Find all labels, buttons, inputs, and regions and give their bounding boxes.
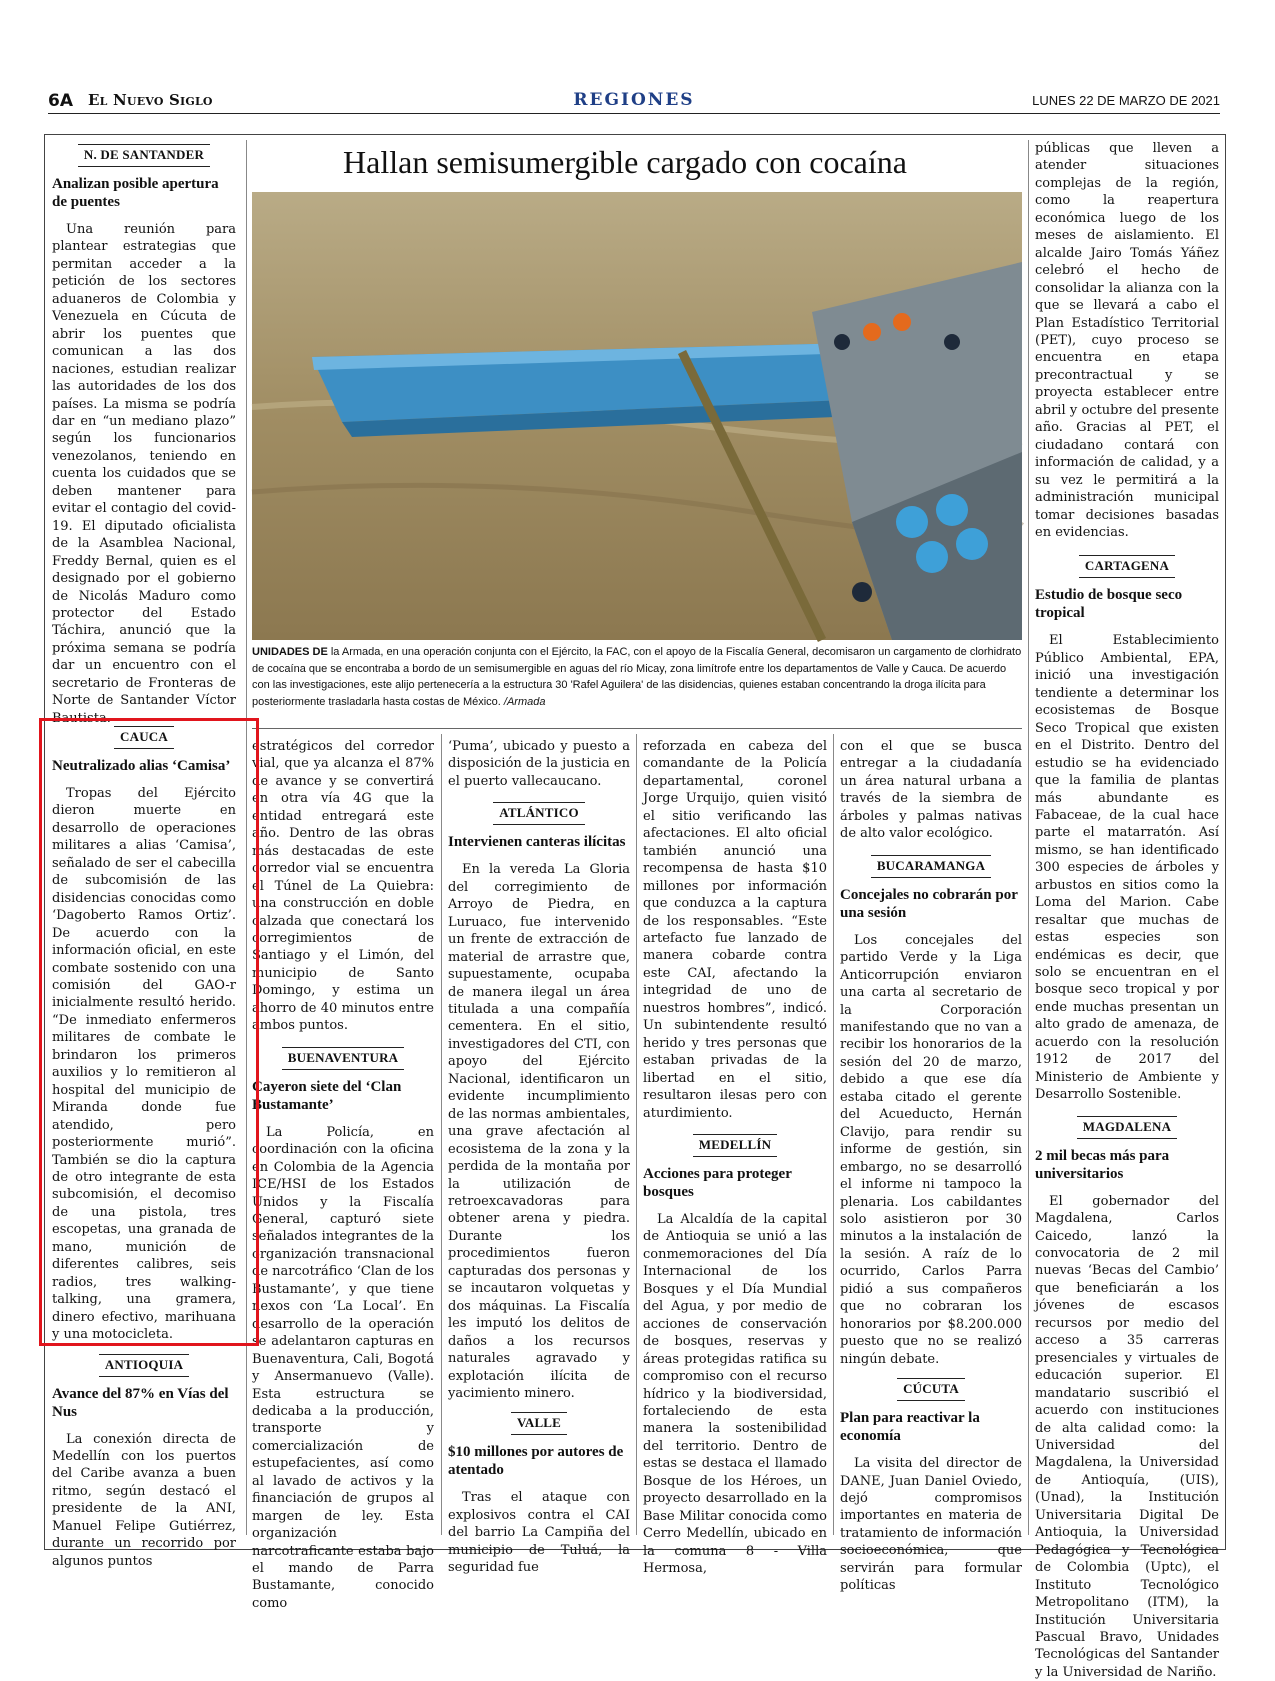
section-label: MAGDALENA [1077,1116,1177,1139]
section-label: CÚCUTA [897,1378,965,1401]
article-body: La Policía, en coordinación con la oficina en Colombia de la Agencia ICE/HSI de los Estados Unidos y la Fiscalía General, capturó siete señalados integrantes de la organización transnacional de narcotráfico ‘Clan de los Bustamante’, y que tiene nexos con ‘La Local’. En desarrollo de la operación se adelantaron capturas en Buenaventura, Cali, Bogotá y Ansermanuevo (Valle). Esta estructura se dedicaba a la producción, transporte y comercialización de estupefacientes, así como al lavado de activos y la financiación de grupos al margen de ley. Esta organización narcotraficante estaba bajo el mando de Parra Bustamante, conocido como [252,1124,434,1611]
article-body-continued: reforzada en cabeza del comandante de la Policía departamental, coronel Jorge Urquijo, quien visitó el sitio verificando las afectaciones. El alto oficial también anunció una recompensa de hasta $10 millones por información que conduzca a la captura de los responsables. “Este artefacto fue lanzado de manera cobarde contra este CAI, afectando la integridad de uno de nuestros hombres”, indicó. Un subintendente resultó herido y tres personas que estaban privadas de la libertad en el sitio, resultaron ilesas pero con aturdimiento. [643,739,827,1121]
highlight-box [39,718,259,1346]
photo-illustration [252,192,1022,640]
article-body: Tras el ataque con explosivos contra el CAI del barrio La Campiña del municipio de Tuluá, la seguridad fue [448,1490,630,1576]
article-body-continued: ‘Puma’, ubicado y puesto a disposición de la justicia en el puerto vallecaucano. [448,739,630,789]
article-santander [52,144,236,726]
article-body: Los concejales del partido Verde y la Liga Anticorrupción enviaron una carta al secretario de la Corporación manifestando que no van a recibir los honorarios de la sesión del 20 de marzo, debido a que ese día estaba citado el gerente del Acueducto, Hernán Clavijo, para rendir su informe de gestión, sin embargo, no se desarrolló el informe ni tampoco la plenaria. Los cabildantes solo asistieron por 30 minutos a la instalación de la sesión. A raíz de lo ocurrido, Carlos Parra pidió a sus compañeros que no cobraran los honorarios por $8.200.000 puesto que no se realizó ningún debate. [840,932,1022,1367]
section-label: CAUCA [114,726,174,749]
section-label: CARTAGENA [1079,555,1175,578]
caption-text: la Armada, en una operación conjunta con el Ejército, la FAC, con el apoyo de la Fiscalía General, decomisaron un cargamento de clorhidrato de cocaína que se encontraba a bordo de un semisumergible en aguas del río Micay, zona limítrofe entre los departamentos de Valle y Cauca. De acuerdo con las investigaciones, este alijo pertenecería a la estructura 30 'Rafel Aguilera' de las disidencias, quienes estaban concentrando la droga ilícita para posteriormente trasladarla hasta costas de México. [252,646,1022,708]
article-body-continued: estratégicos del corredor vial, que ya alcanza el 87% de avance y se convertirá en otra vía 4G que la entidad entregará este año. Dentro de las obras más destacadas de este corredor vial se encuentra el Túnel de La Quiebra: una construcción en doble calzada que conectará los corregimientos de Santiago y el Limón, del municipio de Santo Domingo, y estima un ahorro de 40 minutos entre ambos puntos. [252,739,434,1034]
issue-date: LUNES 22 DE MARZO DE 2021 [1032,93,1220,108]
page-number: 6A [48,91,73,111]
article-body: Tropas del Ejército dieron muerte en desarrollo de operaciones militares a alias ‘Camisa’, señalado de ser el cabecilla de subcomisión de las disidencias conocidas como ‘Dagoberto Ramos Ortiz’. De acuerdo con la información oficial, en este combate sostenido con una comisión del GAO-r inicialmente resultó herido. “De inmediato enfermeros militares de combate le brindaron los primeros auxilios y lo remitieron al hospital del municipio de Miranda donde fue atendido, pero posteriormente murió”. También se dio la captura de otro integrante de esta subcomisión, el decomiso de una pistola, tres escopetas, una granada de mano, munición de diferentes calibres, seis radios, tres walking-talking, una gramera, dinero efectivo, marihuana y una motocicleta. [52,786,236,1343]
article-title: Cayeron siete del ‘Clan Bustamante’ [252,1078,402,1113]
column-2 [252,738,434,1611]
article-title: Plan para reactivar la economía [840,1410,980,1445]
photo-credit: /Armada [503,695,546,708]
article-title: Avance del 87% en Vías del Nus [52,1385,229,1420]
article-title: $10 millones por autores de atentado [448,1444,624,1479]
section-name: REGIONES [573,90,695,110]
section-label: ANTIOQUIA [99,1354,189,1377]
column-3 [448,738,630,1576]
article-title: Analizan posible apertura de puentes [52,176,219,210]
main-headline: Hallan semisumergible cargado con cocaína [343,144,907,180]
section-label: BUENAVENTURA [282,1047,405,1070]
masthead: El Nuevo Siglo [88,91,213,109]
article-title: Intervienen canteras ilícitas [448,834,626,851]
section-label: MEDELLÍN [693,1134,777,1157]
column-4 [643,738,827,1577]
article-body: En la vereda La Gloria del corregimiento de Arroyo de Piedra, en Luruaco, fue intervenido un frente de extracción de material de arrastre que, supuestamente, ocupaba de manera ilegal un área titulada a una compañía cementera. En el sitio, investigadores del CTI, con apoyo del Ejército Nacional, identificaron un evidente incumplimiento de las normas ambientales, una grave afectación al ecosistema de la zona y la perdida de la montaña por la utilización de retroexcavadoras para obtener arena y piedra. Durante los procedimientos fueron capturadas dos personas y se incautaron volquetas y dos máquinas. La Fiscalía les imputó los delitos de daños a los recursos naturales agravado y explotación ilícita de yacimiento minero. [448,862,630,1401]
article-body: La conexión directa de Medellín con los puertos del Caribe avanza a buen ritmo, según destacó el presidente de la ANI, Manuel Felipe Gutiérrez, durante un recorrido por algunos puntos [52,1431,236,1569]
article-body-continued: públicas que lleven a atender situaciones complejas de la región, como la reapertura económica luego de los meses de aislamiento. El alcalde Jairo Tomás Yáñez celebró el hecho de consolidar la alianza con la que se llevará a cabo el Plan Estadístico Territorial (PET), cuyo proceso se encuentra en etapa precontractual y se proyecta establecer entre abril y octubre del presente año. Gracias al PET, el ciudadano contará con información de calidad, y a su vez le permitirá a la administración municipal tomar decisiones basadas en evidencias. [1035,141,1219,540]
photo-caption [252,644,1022,710]
section-label: N. DE SANTANDER [78,144,210,167]
article-title: Estudio de bosque seco tropical [1035,587,1183,622]
section-label: ATLÁNTICO [493,802,585,825]
page-header [48,88,1220,114]
article-body-continued: con el que se busca entregar a la ciudadanía un área natural urbana a través de la siembra de árboles y palmas nativas de alto valor ecológico. [840,739,1022,842]
article-body: Una reunión para plantear estrategias que permitan acceder a la petición de los sectores aduaneros de Colombia y Venezuela en Cúcuta de abrir los puentes que comunican a las dos naciones, estudian realizar las autoridades de los dos países. La misma se podría dar en “un mediano plazo” según los funcionarios venezolanos, teniendo en cuenta los cuidados que se deben mantener para evitar el contagio del covid-19. El diputado oficialista de la Asamblea Nacional, Freddy Bernal, quien es el designado por el gobierno de Nicolás Maduro como protector del Estado Táchira, anunció que la próxima semana se podría dar un encuentro con el secretario de Fronteras de Norte de Santander Víctor Bautista. [52,222,236,726]
article-body: El Establecimiento Público Ambiental, EPA, inició una investigación tendiente a determinar los ecosistemas de Bosque Seco Tropical que existen en el Distrito. Dentro del estudio se ha evidenciado que la familia de plantas más abundante es Fabaceae, de la cual hace parte el matarratón. Así mismo, se han identificado 300 especies de árboles y arbustos en sitios como la Loma del Marion. Cabe resaltar que muchas de estas especies son endémicas es decir, que solo se encuentran en el bosque seco tropical y por ende muchas presentan un alto grado de amenaza, de acuerdo con la resolución 1912 de 2017 del Ministerio de Ambiente y Desarrollo Sostenible. [1035,633,1219,1103]
article-title: 2 mil becas más para universitarios [1035,1147,1170,1182]
article-title: Acciones para proteger bosques [643,1165,792,1200]
caption-lead: UNIDADES DE [252,646,328,658]
section-label: VALLE [511,1412,567,1435]
article-title: Concejales no cobrarán por una sesión [840,886,1018,921]
article-title: Neutralizado alias ‘Camisa’ [52,758,231,774]
article-body: La Alcaldía de la capital de Antioquia se unió a las conmemoraciones del Día Internacional de los Bosques y el Día Mundial del Agua, y por medio de acciones de conservación de bosques, reservas y áreas protegidas ratifica su compromiso con el recurso hídrico y la biodiversidad, fortaleciendo de esta manera la sostenibilidad del territorio. Dentro de estas se destaca el llamado Bosque de los Héroes, un proyecto desarrollado en la Base Militar conocida como Cerro Medellín, ubicado en la comuna 8 - Villa Hermosa, [643,1211,827,1577]
column-6 [1035,140,1219,1680]
section-label: BUCARAMANGA [871,855,991,878]
column-5 [840,738,1022,1594]
article-body: El gobernador del Magdalena, Carlos Caicedo, lanzó la convocatoria de 2 mil nuevas ‘Becas del Cambio’ que beneficiarán a los jóvenes de escasos recursos por medio del acceso a 35 carreras presenciales y virtuales de educación superior. El mandatario suscribió el acuerdo con instituciones de alta calidad como: la Universidad del Magdalena, la Universidad de Antioquía, (UIS), (Unad), la Institución Universitaria Digital De Antioquia, la Universidad Pedagógica y Tecnológica de Colombia (Uptc), el Instituto Tecnológico Metropolitano (ITM), la Institución Universitaria Pascual Bravo, Unidades Tecnológicas del Santander y la Universidad de Nariño. [1035,1193,1219,1680]
photo-semisubmersible [252,192,1022,640]
article-body: La visita del director de DANE, Juan Daniel Oviedo, dejó compromisos importantes en materia de tratamiento de información socioeconómica, que servirán para formular políticas [840,1456,1022,1594]
